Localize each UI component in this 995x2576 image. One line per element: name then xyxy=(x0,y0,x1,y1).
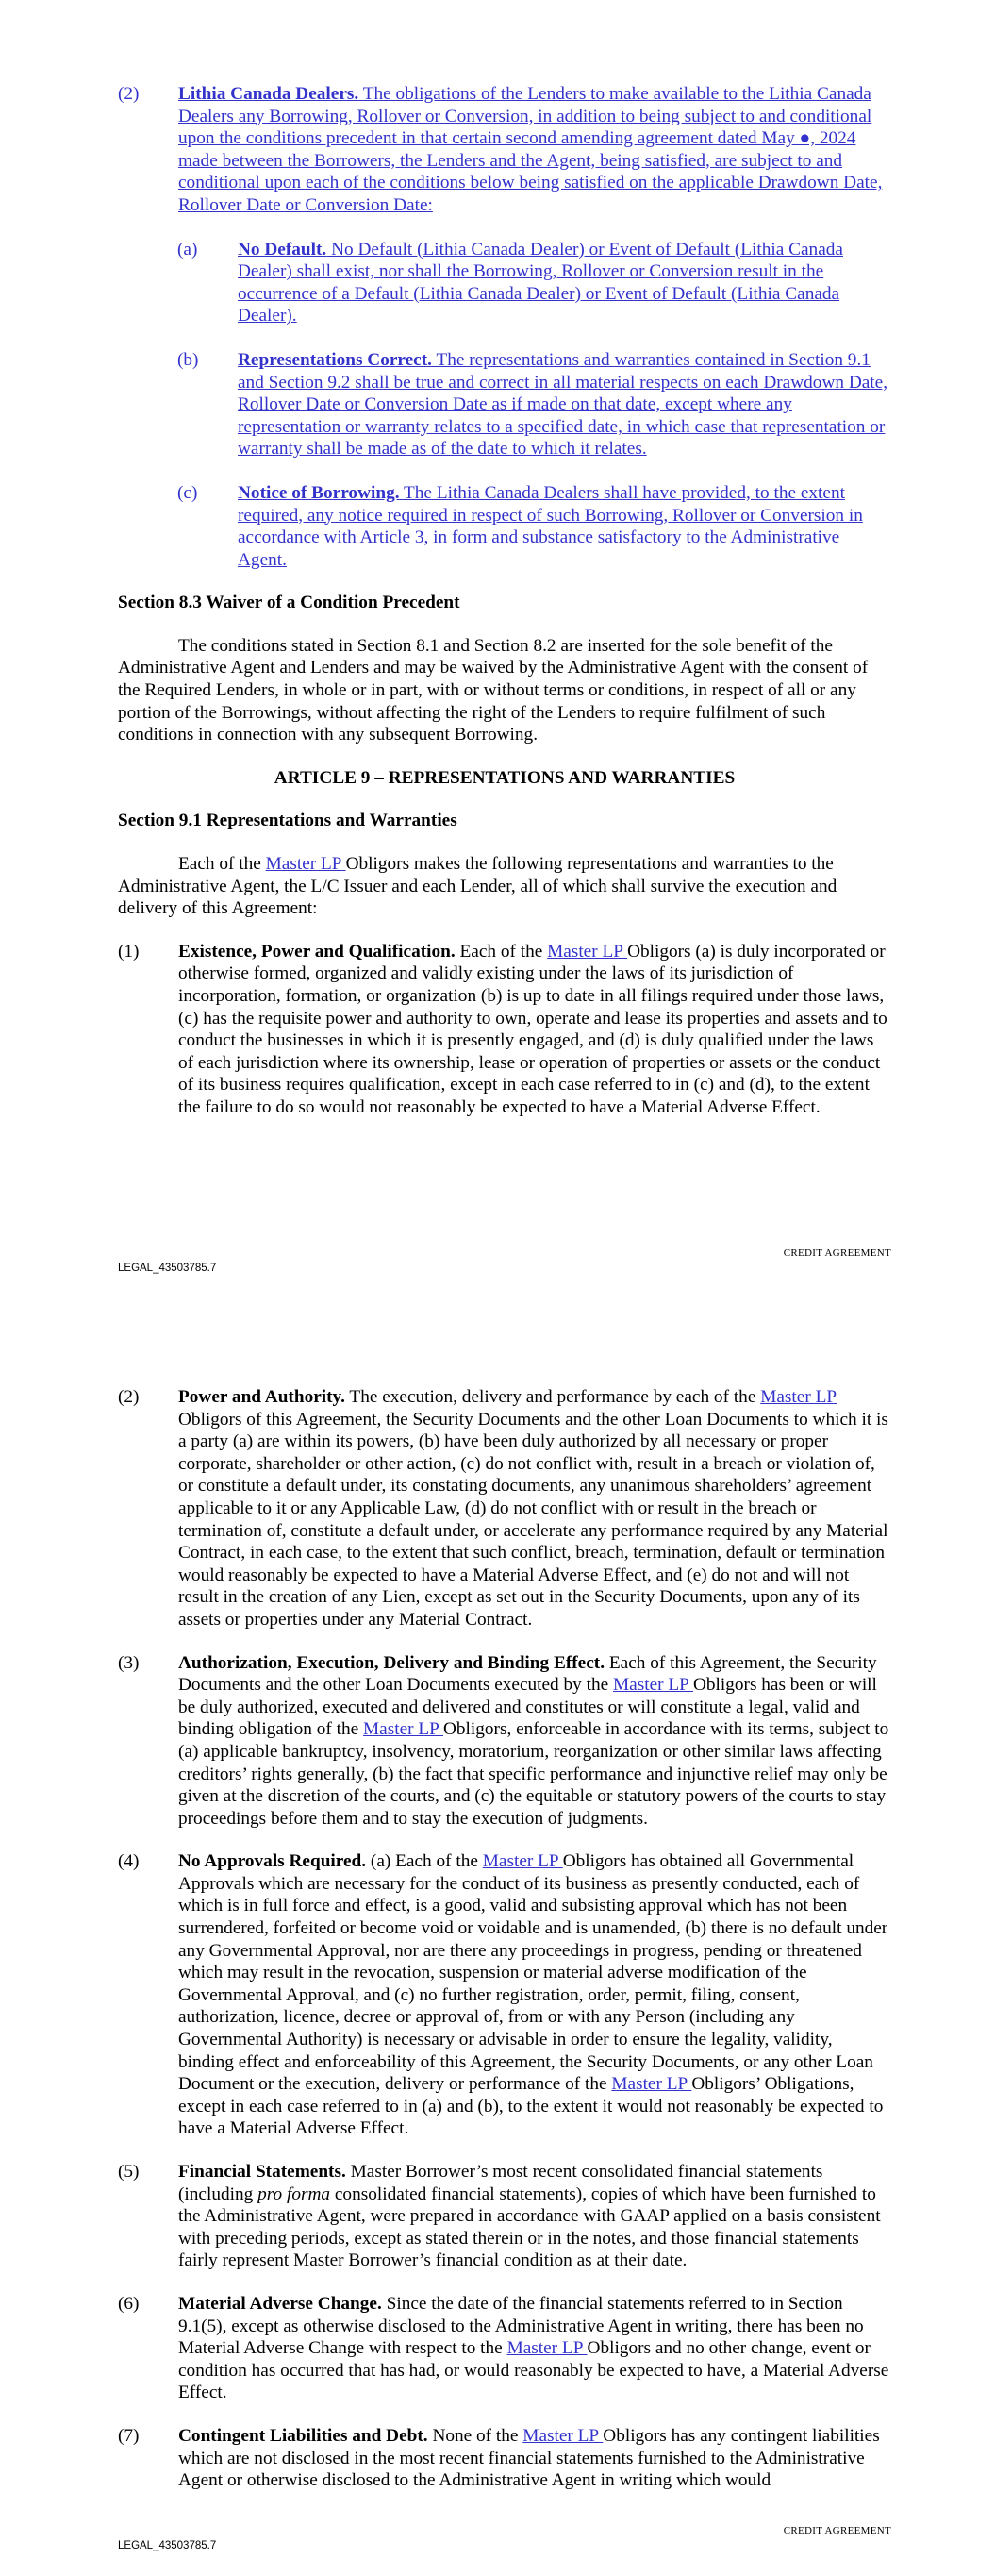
paragraph-heading: Authorization, Execution, Delivery and Binding Effect. xyxy=(178,1652,605,1673)
subparagraph-number: (b) xyxy=(177,349,199,370)
paragraph-number: (1) xyxy=(118,941,140,962)
paragraph-text: Obligors has been or will be duly authorized, executed and delivered and constitutes or will constitute a legal, valid and binding obligation of the xyxy=(178,1675,877,1740)
footer-document-title: CREDIT AGREEMENT xyxy=(783,1247,891,1259)
master-lp-link[interactable]: Master LP xyxy=(613,1675,693,1696)
paragraph-text: (a) Each of the xyxy=(366,1851,483,1872)
paragraph-text: Since the date of the financial statements referred to in Section 9.1(5), except as otherwise disclosed to the Administrative Agent in writing, there has been no Material Adverse Change with respect to the xyxy=(178,2293,864,2359)
representation-3 xyxy=(118,1652,891,1831)
footer-document-title: CREDIT AGREEMENT xyxy=(783,2525,891,2536)
master-lp-link[interactable]: Master LP xyxy=(265,854,346,875)
paragraph-number: (2) xyxy=(118,1387,140,1407)
paragraph-text: Obligors has any contingent liabilities which are not disclosed in the most recent financial statements furnished to the Administrative Agent or otherwise disclosed to the Administrative Agent in writing which would xyxy=(178,2425,880,2491)
subparagraph-a xyxy=(118,239,891,327)
representation-5 xyxy=(118,2161,891,2272)
representation-1 xyxy=(118,941,891,1119)
paragraph-text: The execution, delivery and performance by each of the xyxy=(344,1387,761,1407)
paragraph-heading: Existence, Power and Qualification. xyxy=(178,941,456,962)
article-9-heading: ARTICLE 9 – REPRESENTATIONS AND WARRANTIES xyxy=(274,767,736,788)
paragraph-heading: Financial Statements. xyxy=(178,2162,346,2182)
master-lp-link[interactable]: Master LP xyxy=(506,2338,588,2359)
paragraph-text: Obligors’ Obligations, except in each case referred to in (a) and (b), to the extent it would not reasonably be expected to have a Material Adverse Effect. xyxy=(178,2074,884,2139)
subparagraph-heading: No Default. xyxy=(238,239,327,259)
intro-text: Each of the xyxy=(178,854,266,875)
paragraph-text: consolidated financial statements), copies of which have been furnished to the Administrative Agent, were prepared in accordance with GAAP applied on a basis consistent with preceding periods, except as stated therein or in the notes, and those financial statements fairly represent Master Borrower’s financial condition as at their date. xyxy=(178,2183,881,2271)
subparagraph-number: (a) xyxy=(177,239,198,259)
paragraph-text: Obligors has obtained all Governmental Approvals which are necessary for the conduct of its business as presently conducted, each of which is in full force and effect, is a good, valid and subsisting approval which has not been surrendered, forfeited or become void or voidable and is unamended, (b) there is no default under any Governmental Approval, nor are there any proceedings in progress, pending or threatened which may result in the revocation, suspension or material adverse modification of the Governmental Approval, and (c) no further registration, order, permit, filing, consent, authorization, licence, decree or approval of, from or with any Person (including any Governmental Authority) is necessary or advisable in order to ensure the legality, validity, binding effect and enforceability of this Agreement, the Security Documents, or any other Loan Document or the execution, delivery or performance of the xyxy=(178,1851,888,2095)
paragraph-text: The obligations of the Lenders to make available to the Lithia Canada Dealers any Borrowing, Rollover or Conversion, in addition to being subject to and conditional upon the conditions precedent in that certain second amending agreement dated May ●, 2024 made between the Borrowers, the Lenders and the Agent, being satisfied, are subject to and conditional upon each of the conditions below being satisfied on the applicable Drawdown Date, Rollover Date or Conversion Date: xyxy=(178,84,883,215)
page-2-body xyxy=(118,1386,891,2492)
footer-document-id: LEGAL_43503785.7 xyxy=(118,1263,217,1274)
master-lp-link[interactable]: Master LP xyxy=(760,1387,837,1407)
master-lp-link[interactable]: Master LP xyxy=(522,2425,604,2446)
paragraph-heading: No Approvals Required. xyxy=(178,1851,367,1872)
paragraph-text: Obligors (a) is duly incorporated or otherwise formed, organized and validly existing under the laws of its jurisdiction of incorporation, formation, or organization (b) is up to date in all filings required under those laws, (c) has the requisite power and authority to own, operate and lease its properties and assets and to conduct the businesses in which it is presently engaged, and (d) is duly qualified under the laws of each jurisdiction where its ownership, lease or operation of properties or assets or the conduct of its business requires qualification, except in each case referred to in (c) and (d), to the extent the failure to do so would not reasonably be expected to have a Material Adverse Effect. xyxy=(178,941,887,1117)
paragraph-text: Each of the xyxy=(455,941,548,962)
subparagraph-heading: Representations Correct. xyxy=(238,349,432,370)
paragraph-text: Each of this Agreement, the Security Documents and the other Loan Documents executed by the xyxy=(178,1652,877,1696)
master-lp-link[interactable]: Master LP xyxy=(482,1851,563,1872)
paragraph-text: Obligors, enforceable in accordance with its terms, subject to (a) applicable bankruptcy, insolvency, moratorium, reorganization or other similar laws affecting creditors’ rights generally, (b) the fact that specific performance and injunctive relief may only be given at the discretion of the courts, and (c) the equitable or statutory powers of the courts to stay proceedings before them and to stay the execution of judgments. xyxy=(178,1719,889,1829)
page-1-body xyxy=(118,83,891,1119)
paragraph-number: (6) xyxy=(118,2293,140,2314)
master-lp-link[interactable]: Master LP xyxy=(363,1719,443,1740)
section-8-3-heading: Section 8.3 Waiver of a Condition Precedent xyxy=(118,593,460,613)
paragraph-heading: Lithia Canada Dealers. xyxy=(178,84,359,104)
representation-2 xyxy=(118,1386,891,1631)
section-8-2-2-paragraph xyxy=(118,83,891,217)
subparagraph-heading: Notice of Borrowing. xyxy=(238,482,400,503)
subparagraph-text: The representations and warranties contained in Section 9.1 and Section 9.2 shall be true and correct in all material respects on each Drawdown Date, Rollover Date or Conversion Date as if made on that date, except where any representation or warranty relates to a specified date, in which case that representation or warranty shall be made as of the date to which it relates. xyxy=(238,349,888,460)
subparagraph-text: No Default (Lithia Canada Dealer) or Event of Default (Lithia Canada Dealer) shall exist, nor shall the Borrowing, Rollover or Conversion result in the occurrence of a Default (Lithia Canada Dealer) or Event of Default (Lithia Canada Dealer). xyxy=(238,239,843,326)
paragraph-number: (5) xyxy=(118,2162,140,2182)
subparagraph-text: The Lithia Canada Dealers shall have provided, to the extent required, any notice required in respect of such Borrowing, Rollover or Conversion in accordance with Article 3, in form and substance satisfactory to the Administrative Agent. xyxy=(238,482,863,570)
paragraph-heading: Contingent Liabilities and Debt. xyxy=(178,2425,428,2446)
italic-term: pro forma xyxy=(257,2183,331,2204)
paragraph-number: (4) xyxy=(118,1851,140,1872)
paragraph-text: Master Borrower’s most recent consolidated financial statements (including xyxy=(178,2162,823,2204)
paragraph-heading: Power and Authority. xyxy=(178,1387,345,1407)
footer-document-id: LEGAL_43503785.7 xyxy=(118,2540,217,2551)
page-2 xyxy=(0,1302,995,2576)
section-9-1-intro xyxy=(118,853,891,920)
master-lp-link[interactable]: Master LP xyxy=(611,2074,692,2095)
subparagraph-c xyxy=(118,482,891,571)
section-8-3-text: The conditions stated in Section 8.1 and Section 8.2 are inserted for the sole benefit of the Administrative Agent and Lenders and may be waived by the Administrative Agent with the consent of the Required Lenders, in whole or in part, with or without terms or conditions, in respect of all or any portion of the Borrowings, without affecting the right of the Lenders to require fulfilment of such conditions in connection with any subsequent Borrowing. xyxy=(118,635,869,745)
subparagraph-b xyxy=(118,349,891,460)
paragraph-text: Obligors and no other change, event or condition has occurred that has had, or would reasonably be expected to have, a Material Adverse Effect. xyxy=(178,2338,889,2403)
paragraph-text: None of the xyxy=(427,2425,523,2446)
intro-text: Obligors makes the following representations and warranties to the Administrative Agent, the L/C Issuer and each Lender, all of which shall survive the execution and delivery of this Agreement: xyxy=(118,854,837,919)
paragraph-text: Obligors of this Agreement, the Security Documents and the other Loan Documents to which it is a party (a) are within its powers, (b) have been duly authorized by all necessary or proper corporate, shareholder or other action, (c) do not conflict with, result in a breach or violation of, or constitute a default under, its constating documents, any unanimous shareholders’ agreement applicable to it or any Applicable Law, (d) do not conflict with or result in the breach or termination of, constitute a default under, or accelerate any performance required by any Material Contract, in each case, to the extent that such conflict, breach, termination, default or termination would reasonably be expected to have a Material Adverse Effect, and (e) do not and will not result in the creation of any Lien, except as set out in the Security Documents, upon any of its assets or properties under any Material Contract. xyxy=(178,1409,888,1630)
paragraph-heading: Material Adverse Change. xyxy=(178,2293,382,2314)
representation-4 xyxy=(118,1850,891,2140)
master-lp-link[interactable]: Master LP xyxy=(547,941,628,962)
representation-6 xyxy=(118,2293,891,2404)
paragraph-number: (7) xyxy=(118,2425,140,2446)
section-9-1-heading: Section 9.1 Representations and Warranties xyxy=(118,811,457,831)
paragraph-number: (2) xyxy=(118,84,140,104)
paragraph-number: (3) xyxy=(118,1652,140,1673)
representation-7 xyxy=(118,2425,891,2492)
subparagraph-number: (c) xyxy=(177,482,198,503)
